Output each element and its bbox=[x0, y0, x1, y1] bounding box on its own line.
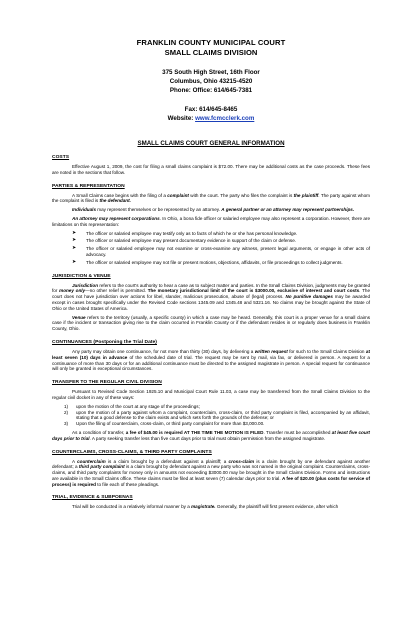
text-run: . Transfer must be accomplished bbox=[263, 429, 332, 435]
costs-heading: COSTS bbox=[52, 155, 70, 160]
list-item bbox=[72, 231, 370, 237]
office-phone: Phone: Office: 614/645-7381 bbox=[169, 87, 253, 94]
text-run: . A party seeking transfer less than five court days prior to trial must obtain permission from the assigned magistrate. bbox=[89, 435, 326, 441]
text-run: is a claim brought by a defendant against a plaintiff; a bbox=[105, 458, 229, 464]
continuance-deadline: at least seven (10) days in advance bbox=[52, 348, 370, 360]
text-run: is a claim brought by defendant against a new party who was not named in the original complaint. Counterclaims, cross-claims, and third party complaints for money only in amounts not exceeding $3000.00 may be brought in the Small Claims Division. Forms and instructions are available in the Small Claims office. These claims must be filed at least seven (7) calendar days prior to trial. bbox=[52, 464, 371, 481]
term-venue: Venue bbox=[72, 314, 86, 320]
address-line-1: 375 South High Street, 16th Floor bbox=[162, 69, 260, 76]
venue-paragraph bbox=[52, 315, 370, 332]
transfer-ways-list bbox=[52, 404, 370, 427]
list-item-text: The officer or salaried employee may present documentary evidence in support of the claim or defense. bbox=[86, 238, 297, 244]
text-run: may represent themselves or be represented by an attorney. bbox=[96, 207, 222, 213]
trial-paragraph bbox=[52, 504, 370, 510]
court-name: FRANKLIN COUNTY MUNICIPAL COURT bbox=[136, 38, 286, 47]
parties-paragraph-1 bbox=[52, 193, 370, 205]
list-item bbox=[72, 246, 370, 258]
list-number: 1) bbox=[64, 403, 69, 409]
transfer-paragraph-1: Pursuant to Revised Code Section 1925.10 and Municipal Court Rule 11.03, a case may be transferred from the Small Claims Division to the regular civil docket in any of these ways: bbox=[52, 389, 370, 400]
text-run: of the scheduled date of trial. The request may be sent by mail, via fax, or delivered in person. A request for a continuance of more than 30 days or for an additional continuance must be directed to the assigned magistrate in person. A special request for continuance will only be granted in exceptional circumstances. bbox=[52, 354, 370, 372]
representation-limits-list bbox=[52, 231, 370, 266]
text-run: is a claim brought by one defendant against another defendant; a bbox=[52, 458, 370, 470]
website-line bbox=[52, 114, 370, 123]
list-item bbox=[72, 238, 370, 244]
text-run: refers to the territory (usually, a specific county) in which a case may be heard. Generally, this court is a proper venue for a small claims case if the incident or transaction giving rise to the claim occurred in Franklin County or if the defendant resides in or regularly does business in Franklin County, Ohio. bbox=[52, 314, 370, 332]
text-run: As a condition of transfer, bbox=[72, 429, 126, 435]
term-third-party-complaint: third party complaint bbox=[78, 464, 125, 470]
term-counterclaim: counterclaim bbox=[77, 458, 106, 464]
term-individuals: Individuals bbox=[72, 207, 96, 213]
term-plaintiff: the plaintiff bbox=[293, 192, 319, 198]
list-item-text: The officer or salaried employee may testify only as to facts of which he or she has personal knowledge. bbox=[86, 230, 298, 236]
jurisdiction-heading: JURISDICTION & VENUE bbox=[52, 273, 111, 279]
term-no-punitive-damages: No punitive damages bbox=[285, 294, 333, 300]
jurisdiction-paragraph bbox=[52, 283, 370, 312]
document-title: SMALL CLAIMS COURT GENERAL INFORMATION bbox=[137, 140, 285, 147]
court-header bbox=[52, 38, 370, 57]
term-written-request: written request bbox=[254, 348, 288, 354]
fax-number: Fax: 614/645-8465 bbox=[184, 106, 238, 113]
term-magistrate: magistrate. bbox=[191, 504, 216, 510]
text-run: . In Ohio, a bona fide officer or salaried employee may also represent a corporation. However, there are limitations on this representation: bbox=[52, 215, 370, 227]
continuances-paragraph bbox=[52, 349, 370, 372]
counterclaim-fee: A fee of $20.00 (plus costs for service of process) is required bbox=[52, 475, 371, 487]
list-item-text: upon the motion of a party against whom a complaint, counterclaim, cross-claim, or third party complaint is filed, accompanied by an affidavit, stating that a good defense to the claim exists and which sets forth the grounds of the defense; or bbox=[76, 409, 370, 421]
list-number: 3) bbox=[64, 421, 69, 427]
continuances-heading: CONTINUANCES (Postponing the Trial Date) bbox=[52, 339, 157, 345]
arrow-bullet-icon: ➤ bbox=[72, 245, 77, 252]
website-label: Website: bbox=[167, 115, 196, 122]
arrow-bullet-icon: ➤ bbox=[72, 237, 77, 244]
list-number: 2) bbox=[64, 409, 69, 415]
counterclaims-paragraph bbox=[52, 459, 370, 488]
arrow-bullet-icon: ➤ bbox=[72, 258, 77, 265]
term-cross-claim: cross-claim bbox=[228, 458, 255, 464]
term-money-only: money only bbox=[59, 288, 86, 294]
transfer-paragraph-2 bbox=[52, 430, 370, 442]
text-run: A Small Claims case begins with the filing of a bbox=[72, 192, 168, 198]
list-item bbox=[64, 421, 370, 427]
court-address bbox=[52, 68, 370, 95]
costs-paragraph: Effective August 1, 2009, the cost for filing a small claims complaint is $72.00. There may be additional costs as the case proceeds. These fees are noted in the sections that follow. bbox=[52, 164, 370, 175]
text-run: for such to the Small Claims Division bbox=[287, 348, 366, 354]
jurisdiction-limit: The monetary jurisdictional limit of the court is $3000.00, exclusive of interest and court costs bbox=[147, 288, 360, 294]
list-item-text: The officer or salaried employee may not file or present motions, objections, affidavits, or file proceedings to collect judgments. bbox=[86, 259, 343, 265]
term-defendant: the defendant. bbox=[99, 198, 131, 204]
list-item-text: upon the motion of the court at any stage of the proceedings; bbox=[76, 403, 200, 409]
parties-paragraph-3 bbox=[52, 216, 370, 228]
division-name: SMALL CLAIMS DIVISION bbox=[164, 48, 258, 57]
trial-heading: TRIAL, EVIDENCE & SUBPOENAS bbox=[52, 495, 133, 501]
text-run: Trial will be conducted in a relatively informal manner by a bbox=[72, 504, 192, 510]
text-run: may be awarded except in cases brought specifically under the Revised Code sections 1345.09 and 1345.48 and 5321.16. No claims may be brought against the State of Ohio or the United States of America. bbox=[52, 294, 370, 311]
term-jurisdiction: Jurisdiction bbox=[72, 282, 99, 288]
transfer-heading: TRANSFER TO THE REGULAR CIVIL DIVISION bbox=[52, 380, 162, 386]
term-corporations: An attorney may represent corporations bbox=[72, 215, 160, 221]
parties-heading: PARTIES & REPRESENTATION bbox=[52, 183, 125, 189]
list-item bbox=[64, 410, 370, 422]
website-link[interactable]: www.fcmcclerk.com bbox=[195, 115, 255, 122]
address-line-2: Columbus, Ohio 43215-4520 bbox=[169, 78, 253, 85]
list-item bbox=[72, 260, 370, 266]
list-item-text: The officer or salaried employee may not examine or cross-examine any witness, present legal arguments, or engage in other acts of advocacy. bbox=[86, 246, 370, 257]
text-run: . The party against whom the complaint is filed is bbox=[52, 192, 370, 204]
court-contact bbox=[52, 105, 370, 123]
text-run: Any party may obtain one continuance, for not more than thirty (30) days, by delivering a bbox=[72, 348, 255, 354]
parties-paragraph-2 bbox=[72, 207, 370, 213]
text-run: to file each of these pleadings. bbox=[95, 481, 160, 487]
term-complaint: complaint bbox=[167, 192, 189, 198]
arrow-bullet-icon: ➤ bbox=[72, 229, 77, 236]
text-run: with the court. The party who files the complaint is bbox=[188, 192, 294, 198]
list-item-text: Upon the filing of counterclaim, cross-claim, or third party complaint for more than $3,000.00. bbox=[76, 421, 265, 427]
transfer-deadline: at least five court days prior to trial bbox=[52, 429, 370, 441]
term-partnerships: A general partner or an attorney may represent partnerships. bbox=[221, 207, 355, 213]
transfer-fee: a fee of $45.00 is required AT THE TIME THE MOTION IS FILED bbox=[125, 429, 264, 435]
counterclaims-heading: COUNTERCLAIMS, CROSS-CLAIMS, & THIRD PARTY COMPLAINTS bbox=[52, 449, 212, 455]
text-run: refers to the court's authority to hear a case as to subject matter and parties. In the Small Claims Division, judgments may be granted for bbox=[52, 282, 370, 294]
text-run: A bbox=[72, 458, 78, 464]
text-run: . The court does not have jurisdiction over actions for libel, slander, malicious prosecution, abuse of (legal) process. bbox=[52, 288, 371, 300]
parties-individuals bbox=[52, 207, 370, 213]
text-run: —no other relief is permitted. bbox=[85, 288, 148, 294]
text-run: Generally, the plaintiff will first present evidence, after which bbox=[215, 504, 339, 510]
